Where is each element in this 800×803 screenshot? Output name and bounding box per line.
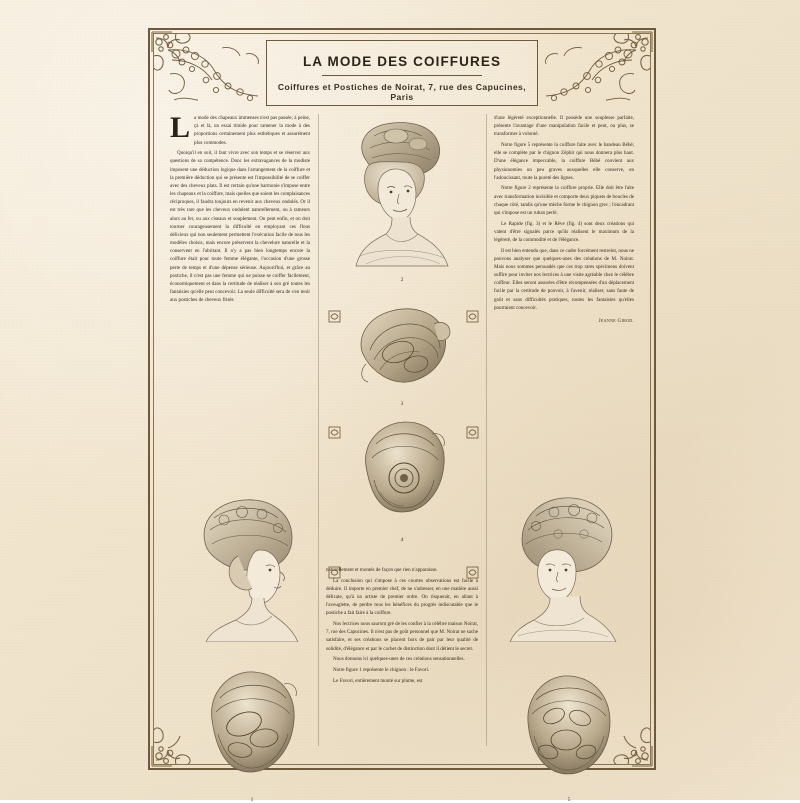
paragraph: Notre figure 5 représente la coiffure faite avec le bandeau Bébé; elle se complète par le chignon Zéphir qui nous donnera plus haut. D'une élégance impeccable, la coiffure Bébé convient aux physionomies un peu graves auxquelles elle conserve, en l'adoucissant, toute la pureté des lignes. [494,142,634,181]
page-title: LA MODE DES COIFFURES [302,54,502,69]
figure-number: 4 [400,537,404,543]
column-divider-right [486,114,487,746]
illustration-figure-4 [346,414,458,543]
laurel-wreath-right-icon [538,40,642,106]
paragraph: Le Favori, entièrement monté sur plume, est [333,677,423,684]
illustration-figure-1-upper [188,494,314,642]
chignon-zephir-illustration [514,666,624,794]
drop-cap: L [170,111,191,144]
text-column-left [170,111,310,746]
laurel-wreath-left-icon [162,40,266,106]
text-column-right [494,114,634,746]
paragraph: La conclusion qui s'impose à ces courtes observations est facile à déduire. Il importe en premier chef, de ne s'adresser, en une matière aussi délicate, qu'à un artiste de premier ordre. On risquerait, en allant à l'aveuglette, de perdre tous les bénéfices du progrès indiscutable que le postiche a fait faire à la coiffure. [326,577,478,617]
paragraph [170,111,310,147]
masthead [162,40,642,106]
figure-number: 3 [400,401,404,407]
figure-number: 1 [250,797,254,803]
small-ornament-icon [466,310,479,323]
figure-number: 5 [567,797,571,803]
bandeau-portrait-illustration [492,494,634,642]
illustration-figure-1 [196,662,308,803]
article-body [170,111,634,803]
paragraph: Le Rapide (fig. 3) et le Rêve (fig. 4) sont deux créations qui valent d'être signalés parce qu'ils réalisent le maximum de la légèreté, de la commodité et de l'élégance. [494,220,634,243]
illustration-figure-2 [330,116,474,283]
small-ornament-icon [466,566,479,579]
chignon-illustration [346,414,458,534]
author-signature: Jeanne Girod. [598,317,634,324]
masthead-divider [322,75,482,76]
paragraph-text: a mode des chapeaux immenses n'est pas passée; à peine, çà et là, un essai timide pour ramener la mode à des proportions certainement plus esthétiques et assurément plus commodes. [194,115,310,146]
magazine-sheet [148,28,656,803]
paragraph: Il est bien entendu que, dans ce cadre forcément restreint, nous ne pouvons analyser que quelques-unes des créations de M. Noirat. Mais nous sommes persuadés que ces trop rares spécimens doivent suffire pour inviter nos lectrices à une visite agréable chez le célèbre coiffeur. Elles seront assurées d'être récompensées d'un déplacement facile par la certitude de pouvoir, à l'avenir, réaliser, sans faute de goût et sans difficultés pratiques, toutes les fantaisies qu'elles pourraient concevoir. [494,247,634,311]
paragraph: Notre figure 2 représente la coiffure proprie. Elle doit être faite avec transformation invisible et comporte deux piquets de boucles de chaque côté, tandis qu'une mèche forme le chignon grec ; l'encadrant qui s'impose est un ruban perlé. [494,185,634,216]
small-ornament-icon [328,310,341,323]
illustration-figure-5 [514,666,624,803]
small-ornament-icon [466,426,479,439]
paragraph: Nos lectrices nous sauront gré de les confier à la célèbre maison Noirat, 7, rue des Capucines. Il n'est pas de goût personnel que M. Noirat ne sache satisfaire, et ses créations se placent hors de pair par leur qualité de solidité, d'élégance et par le cachet de distinction dont il détient le secret. [326,621,478,652]
illustration-figure-3 [346,294,458,407]
paragraph: d'une légèreté exceptionnelle. Il possède une souplesse parfaite, présente l'avantage d'une manipulation facile et peut, ou plus, se transformer à volonté. [494,115,634,138]
paragraph: Notre figure 1 représente le chignon : le Favori. [333,666,430,673]
masthead-subtitle: Coiffures et Postiches de Noirat, 7, rue des Capucines, Paris [277,82,527,102]
coiffure-portrait-illustration [330,116,474,274]
column-divider-left [318,114,319,746]
paragraph: Nous donnons ici quelques-unes de ces créations sensationnelles. [333,656,465,663]
hairpiece-illustration [346,294,458,398]
small-ornament-icon [328,566,341,579]
profile-portrait-illustration [188,494,314,642]
chignon-favori-illustration [196,662,308,794]
paragraph: Quoiqu'il en soit, il faut vivre avec son temps et se réserver aux questions de sa compétence. Donc les extravagances de la modiste imposent une déduction logique dans l'arrangement de la coiffure et la première déduction qui se présente est l'impossibilité de se coiffer avec des cheveux plats. Il est certain qu'une harmonie s'impose entre les chapeaux et la coiffure, mais quelles que soient les complaisances réciproques, il faudra toujours en revenir aux cheveux ondulés. Or il est très rare que les cheveux ondulent naturellement, ou à rameurs alors au fer, ou aux ciseaux et souplement. On peut enfin, et on doit tourner courageusement la difficulté en employant ces flous délicieux qui non seulement permettent l'exécution facile de tous les modèles choisis, mais encore préservent la chevelure naturelle et la conservent en l'abritant. Il n'y a pas bien longtemps encore la coiffure était pour toute femme élégante, l'occasion d'une grosse perte de temps et d'une dépense sérieuse. Aujourd'hui, et grâce au postiche, il n'est pas une femme qui ne puisse se coiffer facilement, économiquement et dans la certitude de réaliser à son gré toutes les fantaisies qu'elle peut concevoir. La seule difficulté sera de s'en tenir aux postiches de cheveux frisés [170,150,310,304]
middle-column-text [326,566,478,687]
illustration-figure-5-upper [492,494,634,642]
small-ornament-icon [328,426,341,439]
figure-number: 2 [400,277,404,283]
paragraph: naturellement et montés de façon que rien n'apparaisse. [326,567,438,573]
masthead-title-box [266,40,538,106]
